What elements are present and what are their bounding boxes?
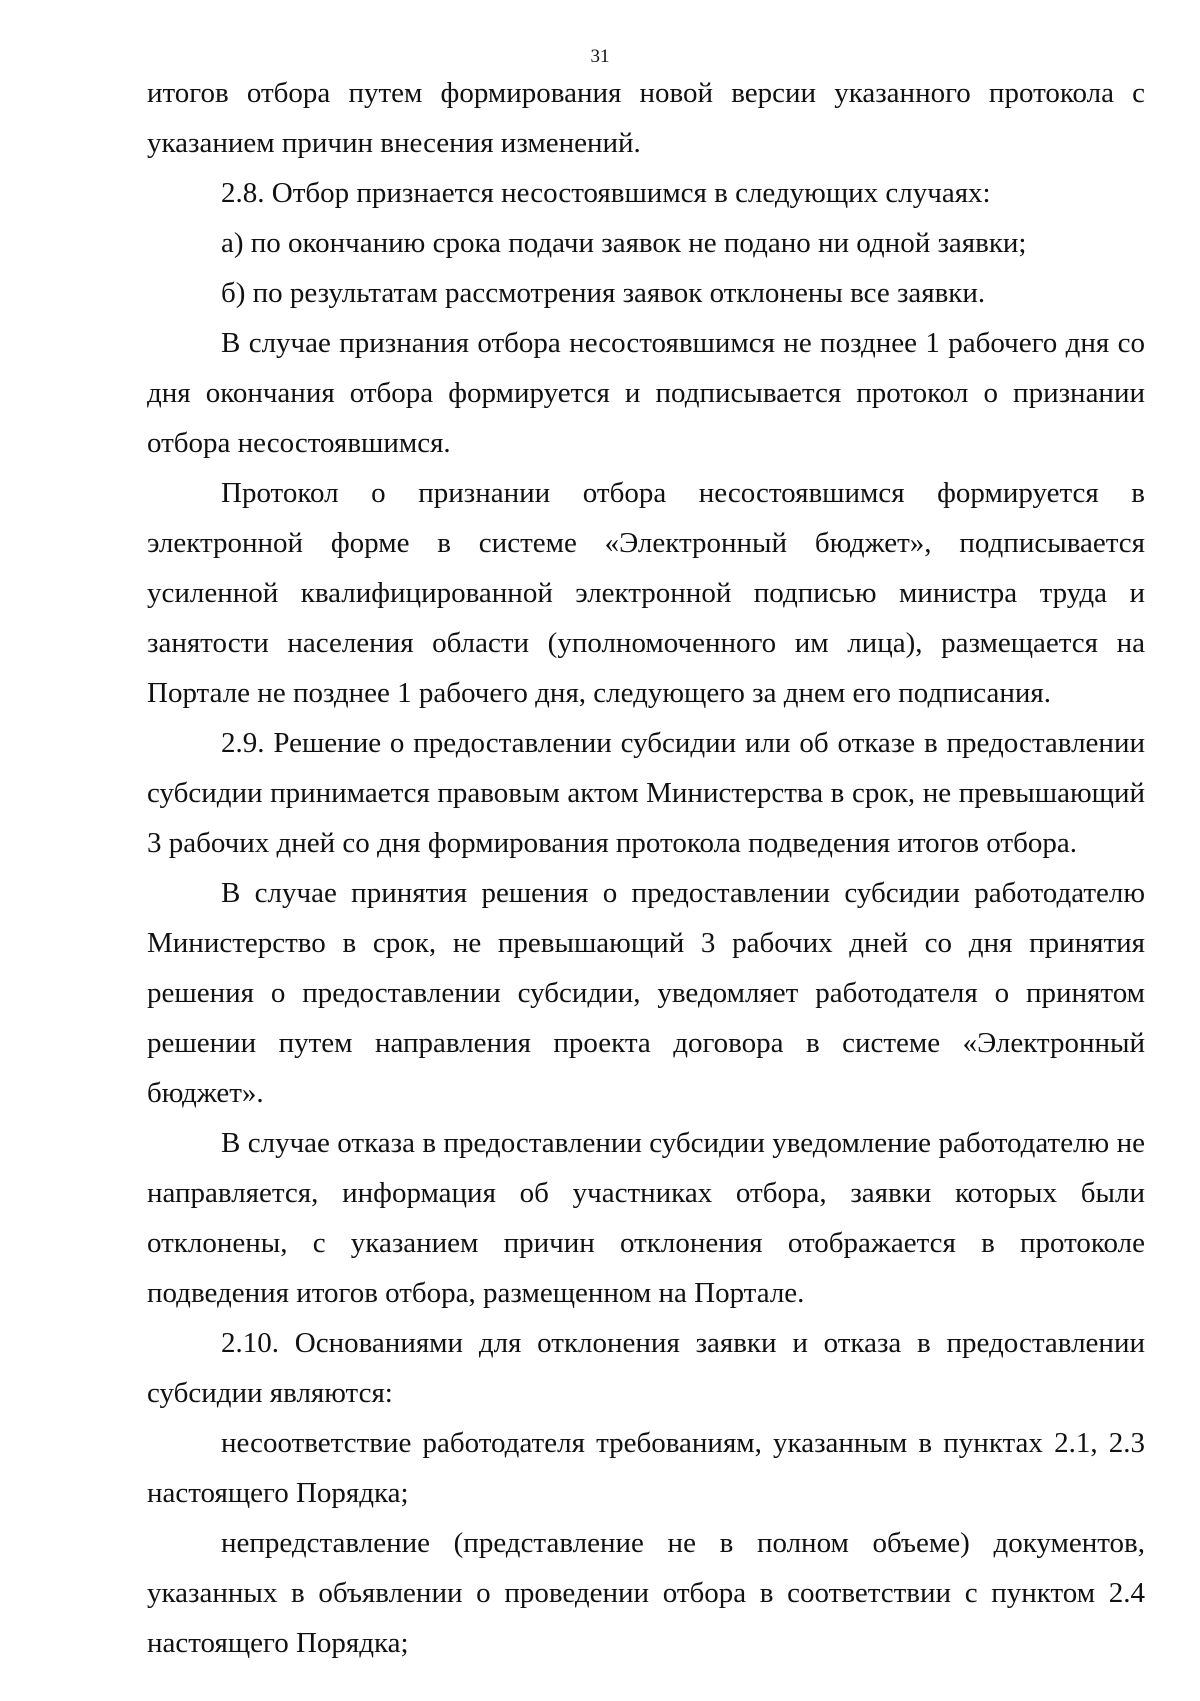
- page-number: 31: [590, 46, 610, 67]
- paragraph-clause-2-9: 2.9. Решение о предоставлении субсидии или об отказе в предоставлении субсидии принимается правовым актом Министерства в срок, не превышающий 3 рабочих дней со дня формирования протокола подведения итогов отбора.: [147, 727, 1145, 859]
- paragraph-subsidy-granted-notice: В случае принятия решения о предоставлении субсидии работодателю Министерство в срок, не превышающий 3 рабочих дней со дня принятия решения о предоставлении субсидии, уведомляет работодателя о принятом решении путем направления проекта договора в системе «Электронный бюджет».: [147, 877, 1145, 1109]
- paragraph-protocol-electronic-form: Протокол о признании отбора несостоявшимся формируется в электронной форме в системе «Электронный бюджет», подписывается усиленной квалифицированной электронной подписью министра труда и занятости населения области (уполномоченного им лица), размещается на Портале не позднее 1 рабочего дня, следующего за днем его подписания.: [147, 477, 1145, 709]
- paragraph-failed-selection-protocol-deadline: В случае признания отбора несостоявшимся не позднее 1 рабочего дня со дня окончания отбора формируется и подписывается протокол о признании отбора несостоявшимся.: [147, 327, 1145, 459]
- paragraph-item-b: б) по результатам рассмотрения заявок отклонены все заявки.: [221, 277, 986, 309]
- paragraph-continuation: итогов отбора путем формирования новой версии указанного протокола с указанием причин внесения изменений.: [147, 77, 1145, 159]
- paragraph-clause-2-10: 2.10. Основаниями для отклонения заявки и отказа в предоставлении субсидии являются:: [147, 1327, 1145, 1409]
- paragraph-item-a: а) по окончанию срока подачи заявок не подано ни одной заявки;: [221, 227, 1027, 259]
- paragraph-clause-2-8: 2.8. Отбор признается несостоявшимся в следующих случаях:: [221, 177, 991, 209]
- document-body: [147, 68, 1145, 1668]
- paragraph-ground-requirements: несоответствие работодателя требованиям, указанным в пунктах 2.1, 2.3 настоящего Порядка;: [147, 1427, 1145, 1509]
- paragraph-ground-documents: непредставление (представление не в полном объеме) документов, указанных в объявлении о проведении отбора в соответствии с пунктом 2.4 настоящего Порядка;: [147, 1527, 1145, 1659]
- paragraph-subsidy-refused-notice: В случае отказа в предоставлении субсидии уведомление работодателю не направляется, информация об участниках отбора, заявки которых были отклонены, с указанием причин отклонения отображается в протоколе подведения итогов отбора, размещенном на Портале.: [147, 1127, 1145, 1309]
